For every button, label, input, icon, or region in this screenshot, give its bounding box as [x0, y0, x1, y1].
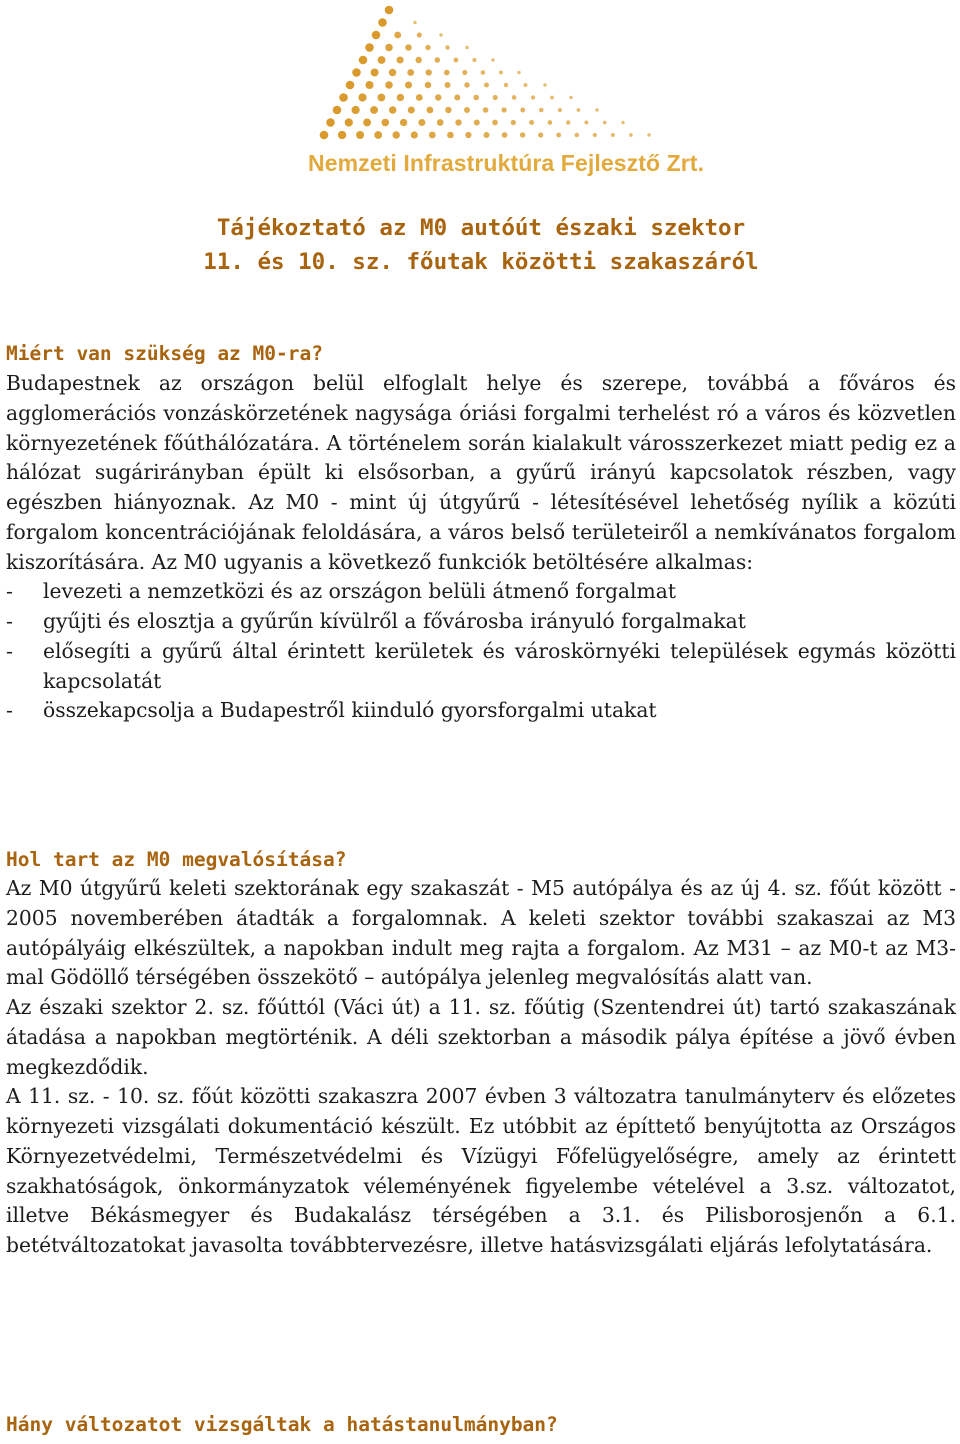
logo-dot [385, 44, 393, 52]
logo-dot [416, 94, 423, 101]
logo-dot [365, 43, 374, 52]
logo-dot [445, 82, 451, 88]
bullet-dash: - [6, 698, 13, 723]
list-item-text: gyűjti és elosztja a gyűrűn kívülről a fővárosba irányuló forgalmakat [43, 609, 746, 633]
section-heading-progress: Hol tart az M0 megvalósítása? [6, 848, 347, 871]
logo-dot [511, 120, 516, 125]
list-item [6, 577, 956, 607]
logo-dot [356, 131, 364, 139]
logo-dot [408, 106, 415, 113]
logo-dot [416, 57, 422, 63]
logo-dot [593, 133, 597, 137]
logo-dot [378, 18, 387, 27]
logo-dot [370, 106, 378, 114]
logo-dot [417, 32, 422, 37]
logo-dot [502, 132, 508, 138]
paragraph: Budapestnek az országon belül elfoglalt helye és szerepe, továbbá a főváros és agglomerációs vonzáskörzetének nagysága óriási forgalmi terhelést ró a város és közvetlen környezetének főúthálózatára. A történelem során kialakult városszerkezet miatt pedig ez a hálózat sugárirányban épült ki elsősorban, a gyűrű irányú kapcsolatok részben, vagy egészben hiányoznak. Az M0 - mint új útgyűrű - létesítésével lehetőség nyílik a közúti forgalom koncentrációjának feloldására, a város belső területeiről a nemkívánatos forgalom kiszorítására. Az M0 ugyanis a következő funkciók betöltésére alkalmas: [6, 371, 956, 574]
logo-dot [501, 107, 506, 112]
logo-dot [472, 58, 476, 62]
logo-dot [358, 93, 366, 101]
logo-dot [445, 107, 451, 113]
logo-dot [365, 81, 373, 89]
paragraph: A 11. sz. - 10. sz. főút közötti szakaszra 2007 évben 3 változatra tanulmányterv és előzetes környezeti vizsgálati dokumentáció készült. Ez utóbbit az építtető benyújtotta az Országos Környezetvédelmi, Természetvédelmi és Vízügyi Főfelügyelőségre, amely az érintett szakhatóságok, önkormányzatok véleményének figyelembe vételével a 3.sz. változatot, illetve Békásmegyer és Budakalász térségében a 3.1. és Pilisborosjenőn a 6.1. betétváltozatokat javasolta továbbtervezésre, illetve hatásvizsgálati eljárás lefolytatására. [6, 1084, 956, 1257]
logo-dot [374, 131, 382, 139]
logo-dot [550, 96, 554, 100]
logo-dot [455, 119, 461, 125]
logo-dot [435, 94, 441, 100]
bullet-dash: - [6, 609, 13, 633]
logo-dot [465, 46, 468, 49]
logo-dot [333, 106, 342, 115]
logo-dot [434, 57, 440, 63]
logo-dot [320, 131, 329, 140]
section-progress-body [6, 874, 956, 1261]
logo-dot [426, 69, 432, 75]
logo-dot [389, 106, 396, 113]
logo-dot [491, 58, 494, 61]
logo-dot [556, 133, 561, 138]
list-item-text: levezeti a nemzetközi és az országon belüli átmenő forgalmat [43, 579, 676, 604]
logo-dot [529, 120, 534, 125]
title-line-1: Tájékoztató az M0 autóút északi szektor [216, 215, 746, 241]
list-item-text: összekapcsolja a Budapestről kiinduló gyorsforgalmi utakat [43, 698, 657, 723]
logo-dot [484, 132, 490, 138]
logo-dot [397, 56, 404, 63]
logo-dot [385, 81, 393, 89]
bullet-dash: - [6, 638, 13, 663]
logo-dot [566, 120, 570, 124]
logo-dot [531, 95, 535, 99]
logo-dot [437, 119, 444, 126]
logo-dot [389, 69, 396, 76]
logo-dot [397, 94, 404, 101]
logo-dot [371, 68, 379, 76]
bullet-dash: - [6, 579, 13, 604]
list-item [6, 696, 956, 726]
logo-dot [444, 70, 450, 76]
logo-dot [520, 132, 525, 137]
logo-dot [411, 131, 418, 138]
logo-dot [499, 71, 503, 75]
logo-dot [474, 120, 480, 126]
company-name: Nemzeti Infrastruktúra Fejlesztő Zrt. [308, 150, 705, 176]
logo-dot [405, 44, 412, 51]
logo-dot [351, 106, 359, 114]
logo-dot [372, 31, 381, 40]
logo-dot [520, 108, 525, 113]
logo-dot [392, 131, 399, 138]
logo-dot [595, 108, 598, 111]
logo-dot [492, 120, 498, 126]
logo-dot [483, 107, 489, 113]
logo-dot [629, 133, 633, 137]
logo-dot [517, 71, 520, 74]
logo-dot [425, 45, 430, 50]
logo-dot [381, 119, 389, 127]
logo-dot [453, 58, 458, 63]
logo-dot [621, 121, 624, 124]
logo-dot [394, 32, 401, 39]
logo-dot [447, 132, 454, 139]
logo-dot [462, 70, 467, 75]
paragraph: Az északi szektor 2. sz. főúttól (Váci út) a 11. sz. főútig (Szentendrei út) tartó szakaszának átadása a napokban megtörténik. A déli szektorban a második pálya építése a jövő évben megkezdődik. [6, 995, 956, 1079]
logo-dot [569, 96, 572, 99]
logo-dot [493, 95, 498, 100]
logo-dot [326, 118, 335, 127]
logo-dot [400, 119, 407, 126]
logo-dot [385, 6, 394, 15]
logo-dot [359, 56, 368, 65]
list-item [6, 607, 956, 637]
logo-dot [484, 83, 489, 88]
logo-dot [405, 81, 412, 88]
section-heading-variants: Hány változatot vizsgáltak a hatástanulmányban? [6, 1413, 558, 1436]
logo-dot [512, 95, 517, 100]
logo-dot [454, 95, 460, 101]
logo-dot [346, 81, 355, 90]
logo-dot [575, 133, 580, 138]
logo-dot [352, 68, 361, 77]
logo-dot [363, 119, 371, 127]
logo-dot [524, 83, 528, 87]
document-page [6, 0, 956, 1444]
logo-dot [584, 120, 588, 124]
logo-dot [339, 93, 348, 102]
logo-dot [345, 118, 353, 126]
section-why-body [6, 369, 956, 726]
logo-dot [548, 120, 553, 125]
logo-dot [647, 133, 650, 136]
title-line-2: 11. és 10. sz. főutak közötti szakaszáról [203, 249, 759, 275]
logo-dot [427, 107, 434, 114]
logo-dot [445, 45, 449, 49]
logo-dot [539, 108, 544, 113]
logo-dot [464, 107, 470, 113]
logo-dot [611, 133, 615, 137]
logo-dot [464, 82, 469, 87]
logo-dot [429, 132, 436, 139]
logo-dot [558, 108, 562, 112]
logo-dot [378, 94, 386, 102]
logo-dot [481, 70, 486, 75]
section-heading-why: Miért van szükség az M0-ra? [6, 342, 323, 365]
logo-dot [473, 95, 479, 101]
logo-dot [425, 82, 432, 89]
logo-dot [538, 132, 543, 137]
logo-dot [378, 56, 386, 64]
logo-dot [413, 21, 416, 24]
logo-dot [439, 33, 442, 36]
list-item [6, 637, 956, 697]
pyramid-dots-logo-icon [292, 0, 692, 150]
list-item-text: elősegíti a gyűrű által érintett kerületek és városkörnyéki települések egymás közötti kapcsolatát [43, 638, 956, 693]
logo-dot [407, 69, 414, 76]
document-title [6, 211, 956, 279]
logo-dot [504, 83, 508, 87]
paragraph: Az M0 útgyűrű keleti szektorának egy szakaszát - M5 autópálya és az új 4. sz. főút között - 2005 novemberében átadták a forgalomnak. A keleti szektor további szakaszai az M3 autópályáig elkészültek, a napokban indult meg rajta a forgalom. Az M31 – az M0-t az M3-mal Gödöllő térségében összekötő – autópálya jelenleg megvalósítás alatt van. [6, 876, 956, 990]
logo-dot [603, 121, 607, 125]
logo-dot [418, 119, 425, 126]
logo-dot [543, 83, 546, 86]
logo-dot [577, 108, 581, 112]
company-logo [292, 0, 705, 180]
logo-dot [465, 132, 471, 138]
logo-dot [338, 131, 346, 139]
